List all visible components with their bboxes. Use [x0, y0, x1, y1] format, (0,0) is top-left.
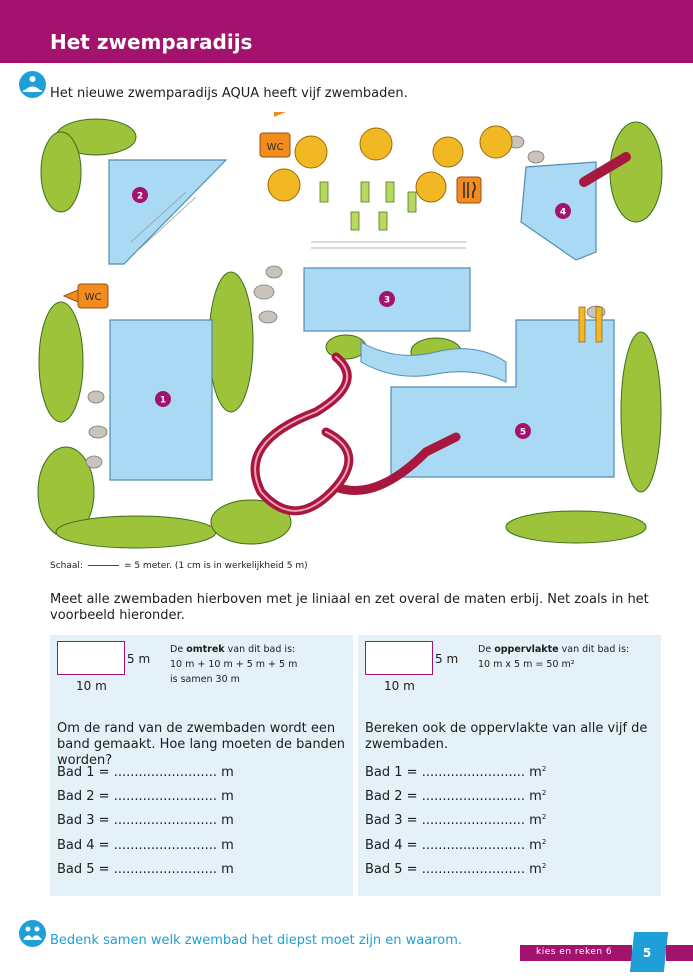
pool-number-5: 5 [519, 427, 527, 438]
example-bottom-length: 10 m [384, 679, 415, 693]
example-rectangle [57, 641, 125, 675]
discussion-prompt: Bedenk samen welk zwembad het diepst moet zijn en waarom. [50, 933, 463, 948]
answer-line-bad-2[interactable]: Bad 2 = ......................... m [57, 789, 234, 805]
page-number: 5 [642, 946, 652, 960]
example-explanation: De oppervlakte van dit bad is: 10 m x 5 m = 50 m² [478, 644, 630, 670]
wc-sign-top [260, 112, 290, 157]
example-explanation: De omtrek van dit bad is: 10 m + 10 m + 5 m + 5 m is samen 30 m [170, 644, 298, 685]
individual-task-icon [19, 71, 46, 98]
cutlery-icon [457, 177, 481, 203]
answer-line-bad-3[interactable]: Bad 3 = ......................... m [57, 813, 234, 829]
area-answers [365, 765, 546, 886]
page-title: Het zwemparadijs [50, 30, 253, 54]
answer-line-bad-4[interactable]: Bad 4 = ......................... m [57, 837, 234, 853]
wc-sign-left [64, 284, 108, 308]
page-number-box [630, 932, 668, 972]
scale-line [88, 565, 119, 566]
area-question: Bereken ook de oppervlakte van alle vijf de zwembaden. [365, 721, 648, 752]
scale-legend [50, 561, 308, 571]
example-bottom-length: 10 m [76, 679, 107, 693]
footer-stripe [666, 945, 693, 961]
perimeter-answers [57, 765, 234, 886]
answer-line-bad-5[interactable]: Bad 5 = ......................... m [57, 861, 234, 877]
answer-line-bad-1[interactable]: Bad 1 = ......................... m [57, 765, 234, 780]
wc-left-label: WC [84, 292, 102, 303]
series-bar [520, 945, 632, 961]
area-answer-line-bad-5[interactable]: Bad 5 = ......................... $m^2$ [365, 861, 547, 877]
example-side-length: 5 m [127, 652, 151, 666]
area-answer-line-bad-4[interactable]: Bad 4 = ......................... $m^2$ [365, 837, 547, 853]
scale-text: = 5 meter. (1 cm is in werkelijkheid 5 m) [123, 561, 308, 571]
pool-number-4: 4 [559, 207, 567, 218]
pool-number-1: 1 [159, 395, 167, 406]
instruction-text: Meet alle zwembaden hierboven met je liniaal en zet overal de maten erbij. Net zoals in het voorbeeld hieronder. [50, 592, 649, 623]
pool-number-3: 3 [383, 295, 391, 306]
pool-number-2: 2 [136, 191, 144, 202]
area-panel [358, 635, 661, 896]
page-header [0, 0, 693, 63]
area-answer-line-bad-2[interactable]: Bad 2 = ......................... $m^2$ [365, 789, 547, 805]
group-task-icon [19, 920, 46, 947]
area-answer-line-bad-3[interactable]: Bad 3 = ......................... $m^2$ [365, 813, 547, 829]
pool-map-illustration [36, 112, 664, 550]
area-answer-line-bad-1[interactable]: Bad 1 = ......................... $m^2$ [365, 765, 547, 780]
example-rectangle [365, 641, 433, 675]
intro-text: Het nieuwe zwemparadijs AQUA heeft vijf zwembaden. [50, 86, 408, 101]
wc-top-label: WC [266, 142, 284, 153]
perimeter-panel [50, 635, 353, 896]
series-name: kies en reken 6 [536, 947, 613, 957]
perimeter-question: Om de rand van de zwembaden wordt een band gemaakt. Hoe lang moeten de banden worden? [57, 721, 346, 768]
example-side-length: 5 m [435, 652, 459, 666]
scale-label: Schaal: [50, 561, 83, 571]
